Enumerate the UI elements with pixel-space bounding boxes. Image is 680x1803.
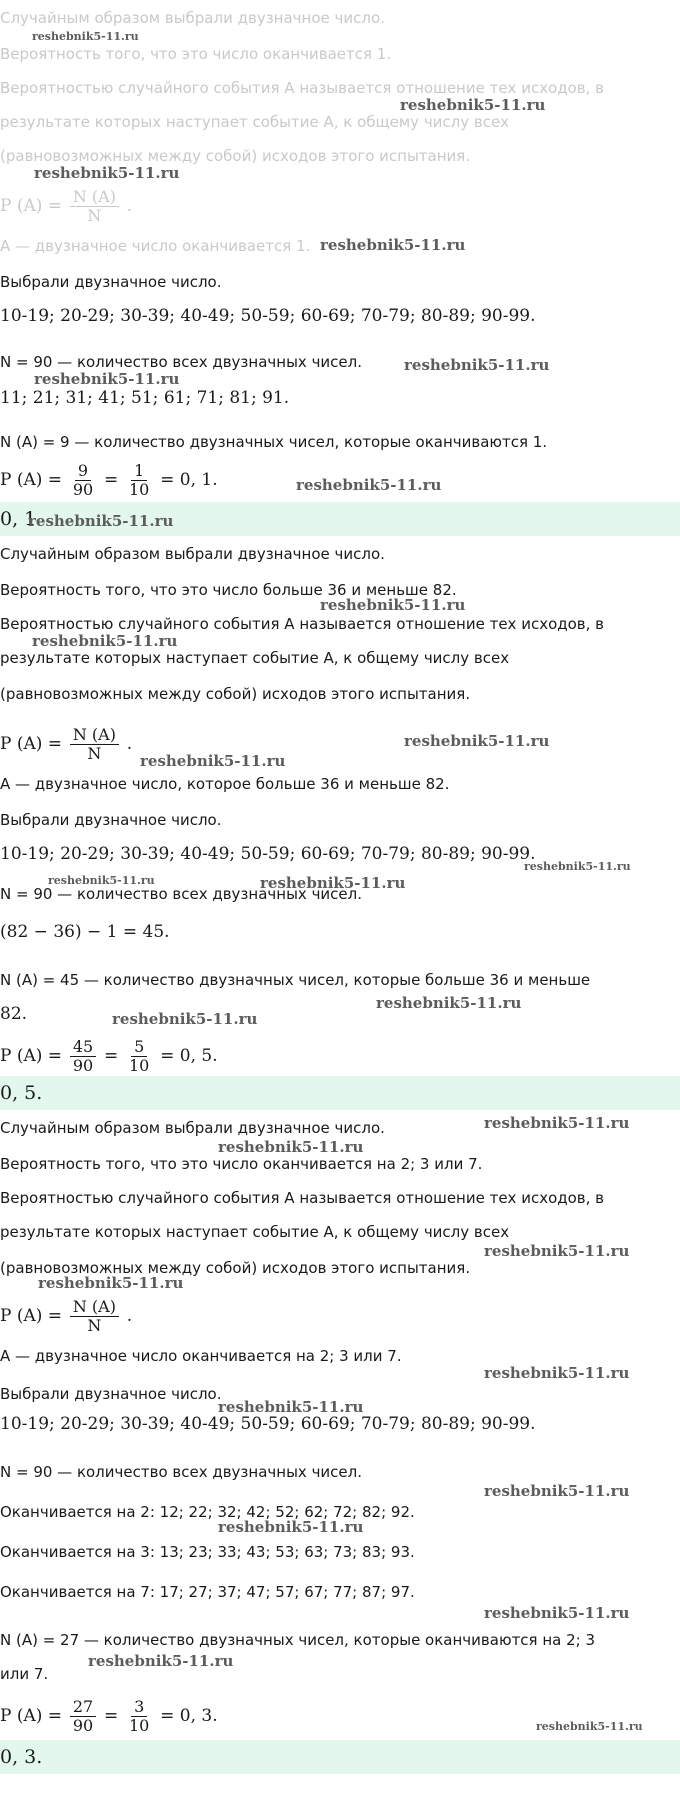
b3-ranges: 10-19; 20-29; 30-39; 40-49; 50-59; 60-69; 70-79; 80-89; 90-99.	[0, 1414, 536, 1434]
b1-chosen: Выбрали двузначное число.	[0, 273, 222, 291]
watermark: reshebnik5-11.ru	[260, 874, 406, 892]
watermark: reshebnik5-11.ru	[404, 732, 550, 750]
b1-n-favorable: N (A) = 9 — количество двузначных чисел, которые оканчиваются 1.	[0, 433, 548, 451]
watermark: reshebnik5-11.ru	[28, 512, 174, 530]
b2-definition-2: результате которых наступает событие A, к общему числу всех	[0, 649, 510, 667]
watermark: reshebnik5-11.ru	[484, 1604, 630, 1622]
b1-formula-general: P (A) = $\frac{N (A)}{N}$ .	[0, 187, 133, 225]
watermark: reshebnik5-11.ru	[320, 236, 466, 254]
watermark: reshebnik5-11.ru	[218, 1518, 364, 1536]
watermark: reshebnik5-11.ru	[34, 370, 180, 388]
watermark: reshebnik5-11.ru	[218, 1398, 364, 1416]
b3-question: Вероятность того, что это число оканчивается на 2; 3 или 7.	[0, 1155, 483, 1173]
b2-statement: Случайным образом выбрали двузначное число.	[0, 545, 385, 563]
b3-event-def: A — двузначное число оканчивается на 2; 3 или 7.	[0, 1347, 402, 1365]
b3-definition-3: (равновозможных между собой) исходов этого испытания.	[0, 1259, 471, 1277]
b1-statement: Случайным образом выбрали двузначное число.	[0, 9, 385, 27]
b3-chosen: Выбрали двузначное число.	[0, 1385, 222, 1403]
b1-favorable-list: 11; 21; 31; 41; 51; 61; 71; 81; 91.	[0, 388, 290, 408]
watermark: reshebnik5-11.ru	[376, 994, 522, 1012]
watermark: reshebnik5-11.ru	[48, 874, 155, 887]
b2-count-calc: (82 − 36) − 1 = 45.	[0, 922, 170, 942]
b3-ending-2: Оканчивается на 2: 12; 22; 32; 42; 52; 62; 72; 82; 92.	[0, 1503, 415, 1521]
watermark: reshebnik5-11.ru	[320, 596, 466, 614]
b2-n-favorable: N (A) = 45 — количество двузначных чисел, которые больше 36 и меньше	[0, 971, 591, 989]
b2-chosen: Выбрали двузначное число.	[0, 811, 222, 829]
b2-n-total: N = 90 — количество всех двузначных чисел.	[0, 885, 363, 903]
b2-definition-3: (равновозможных между собой) исходов этого испытания.	[0, 685, 471, 703]
b3-probability: P (A) = $\frac{27}{90}$ = $\frac{3}{10}$ = 0, 3.	[0, 1697, 218, 1735]
watermark: reshebnik5-11.ru	[484, 1114, 630, 1132]
b3-definition-2: результате которых наступает событие A, к общему числу всех	[0, 1223, 510, 1241]
watermark: reshebnik5-11.ru	[140, 752, 286, 770]
b2-probability: P (A) = $\frac{45}{90}$ = $\frac{5}{10}$ = 0, 5.	[0, 1037, 218, 1075]
watermark: reshebnik5-11.ru	[400, 96, 546, 114]
b2-question: Вероятность того, что это число больше 36 и меньше 82.	[0, 581, 457, 599]
watermark: reshebnik5-11.ru	[536, 1720, 643, 1733]
b2-ranges: 10-19; 20-29; 30-39; 40-49; 50-59; 60-69; 70-79; 80-89; 90-99.	[0, 844, 536, 864]
b1-definition-3: (равновозможных между собой) исходов этого испытания.	[0, 147, 471, 165]
watermark: reshebnik5-11.ru	[484, 1364, 630, 1382]
watermark: reshebnik5-11.ru	[38, 1274, 184, 1292]
b1-answer: 0, 1	[0, 502, 680, 536]
b3-ending-3: Оканчивается на 3: 13; 23; 33; 43; 53; 63; 73; 83; 93.	[0, 1543, 415, 1561]
b3-statement: Случайным образом выбрали двузначное число.	[0, 1119, 385, 1137]
b3-definition-1: Вероятностью случайного события A называется отношение тех исходов, в	[0, 1189, 605, 1207]
watermark: reshebnik5-11.ru	[112, 1010, 258, 1028]
b2-definition-1: Вероятностью случайного события A называется отношение тех исходов, в	[0, 615, 605, 633]
b1-probability: P (A) = $\frac{9}{90}$ = $\frac{1}{10}$ = 0, 1.	[0, 461, 218, 499]
watermark: reshebnik5-11.ru	[404, 356, 550, 374]
watermark: reshebnik5-11.ru	[34, 164, 180, 182]
watermark: reshebnik5-11.ru	[484, 1242, 630, 1260]
b1-question: Вероятность того, что это число оканчивается 1.	[0, 45, 392, 63]
b1-event-def: A — двузначное число оканчивается 1.	[0, 237, 311, 255]
watermark: reshebnik5-11.ru	[524, 860, 631, 873]
b3-n-favorable: N (A) = 27 — количество двузначных чисел, которые оканчиваются на 2; 3	[0, 1631, 596, 1649]
watermark: reshebnik5-11.ru	[484, 1482, 630, 1500]
b3-answer: 0, 3.	[0, 1740, 680, 1774]
b1-ranges: 10-19; 20-29; 30-39; 40-49; 50-59; 60-69; 70-79; 80-89; 90-99.	[0, 306, 536, 326]
b2-n-favorable-cont: 82.	[0, 1004, 28, 1024]
watermark: reshebnik5-11.ru	[32, 632, 178, 650]
b1-definition-2: результате которых наступает событие A, к общему числу всех	[0, 113, 510, 131]
b2-formula-general: P (A) = $\frac{N (A)}{N}$ .	[0, 725, 133, 763]
b1-definition-1: Вероятностью случайного события A называется отношение тех исходов, в	[0, 79, 605, 97]
b2-event-def: A — двузначное число, которое больше 36 и меньше 82.	[0, 775, 450, 793]
watermark: reshebnik5-11.ru	[218, 1138, 364, 1156]
b2-answer: 0, 5.	[0, 1076, 680, 1110]
watermark: reshebnik5-11.ru	[88, 1652, 234, 1670]
watermark: reshebnik5-11.ru	[32, 30, 139, 43]
b3-ending-7: Оканчивается на 7: 17; 27; 37; 47; 57; 67; 77; 87; 97.	[0, 1583, 415, 1601]
watermark: reshebnik5-11.ru	[296, 476, 442, 494]
b3-n-total: N = 90 — количество всех двузначных чисел.	[0, 1463, 363, 1481]
b1-n-total: N = 90 — количество всех двузначных чисел.	[0, 353, 363, 371]
b3-formula-general: P (A) = $\frac{N (A)}{N}$ .	[0, 1297, 133, 1335]
b3-n-favorable-cont: или 7.	[0, 1665, 49, 1683]
